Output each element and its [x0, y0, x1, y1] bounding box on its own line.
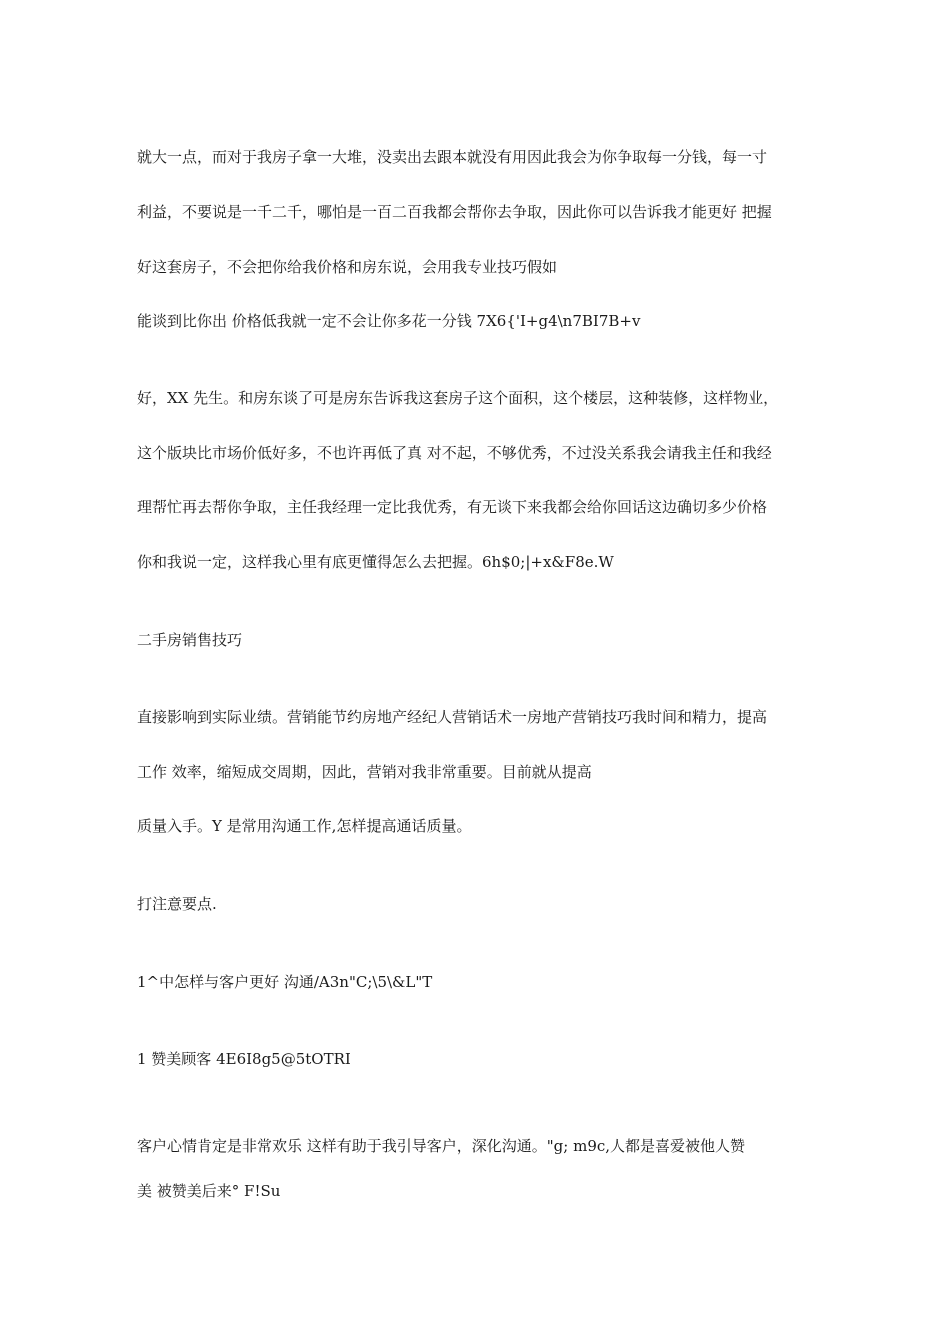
paragraph-line: 你和我说一定，这样我心里有底更懂得怎么去把握。6h$0;|+x&F8e.W	[137, 553, 614, 571]
paragraph-line: 理帮忙再去帮你争取，主任我经理一定比我优秀，有无谈下来我都会给你回话这边确切多少价格	[137, 498, 768, 516]
paragraph-line: 打注意要点.	[137, 895, 217, 913]
section-heading: 二手房销售技巧	[137, 631, 243, 649]
paragraph-line: 质量入手。Y 是常用沟通工作,怎样提高通话质量。	[137, 817, 472, 835]
paragraph-line: 好这套房子，不会把你给我价格和房东说，会用我专业技巧假如	[137, 258, 558, 276]
paragraph-line: 这个版块比市场价低好多，不也许再低了真 对不起，不够优秀，不过没关系我会请我主任和我经	[137, 444, 772, 462]
paragraph-line: 工作 效率，缩短成交周期，因此，营销对我非常重要。目前就从提高	[137, 763, 592, 781]
paragraph-line: 美 被赞美后来° F!Su	[137, 1182, 281, 1200]
list-item: 1 赞美顾客 4E6I8g5@5tOTRI	[137, 1050, 351, 1068]
paragraph-line: 客户心情肯定是非常欢乐 这样有助于我引导客户，深化沟通。"g; m9c,人都是喜爱被他人赞	[137, 1137, 746, 1155]
paragraph-line: 好，XX 先生。和房东谈了可是房东告诉我这套房子这个面积，这个楼层，这种装修，这样物业，	[137, 389, 779, 407]
list-item: 1^中怎样与客户更好 沟通/A3n"C;\5\&L"T	[137, 973, 433, 991]
paragraph-line: 直接影响到实际业绩。营销能节约房地产经纪人营销话术一房地产营销技巧我时间和精力，提高	[137, 708, 768, 726]
paragraph-line: 能谈到比你出 价格低我就一定不会让你多花一分钱 7X6{'I+g4\n7BI7B+v	[137, 312, 641, 330]
paragraph-line: 就大一点，而对于我房子拿一大堆，没卖出去跟本就没有用因此我会为你争取每一分钱，每一寸	[137, 148, 768, 166]
paragraph-line: 利益，不要说是一千二千，哪怕是一百二百我都会帮你去争取，因此你可以告诉我才能更好 把握	[137, 203, 772, 221]
